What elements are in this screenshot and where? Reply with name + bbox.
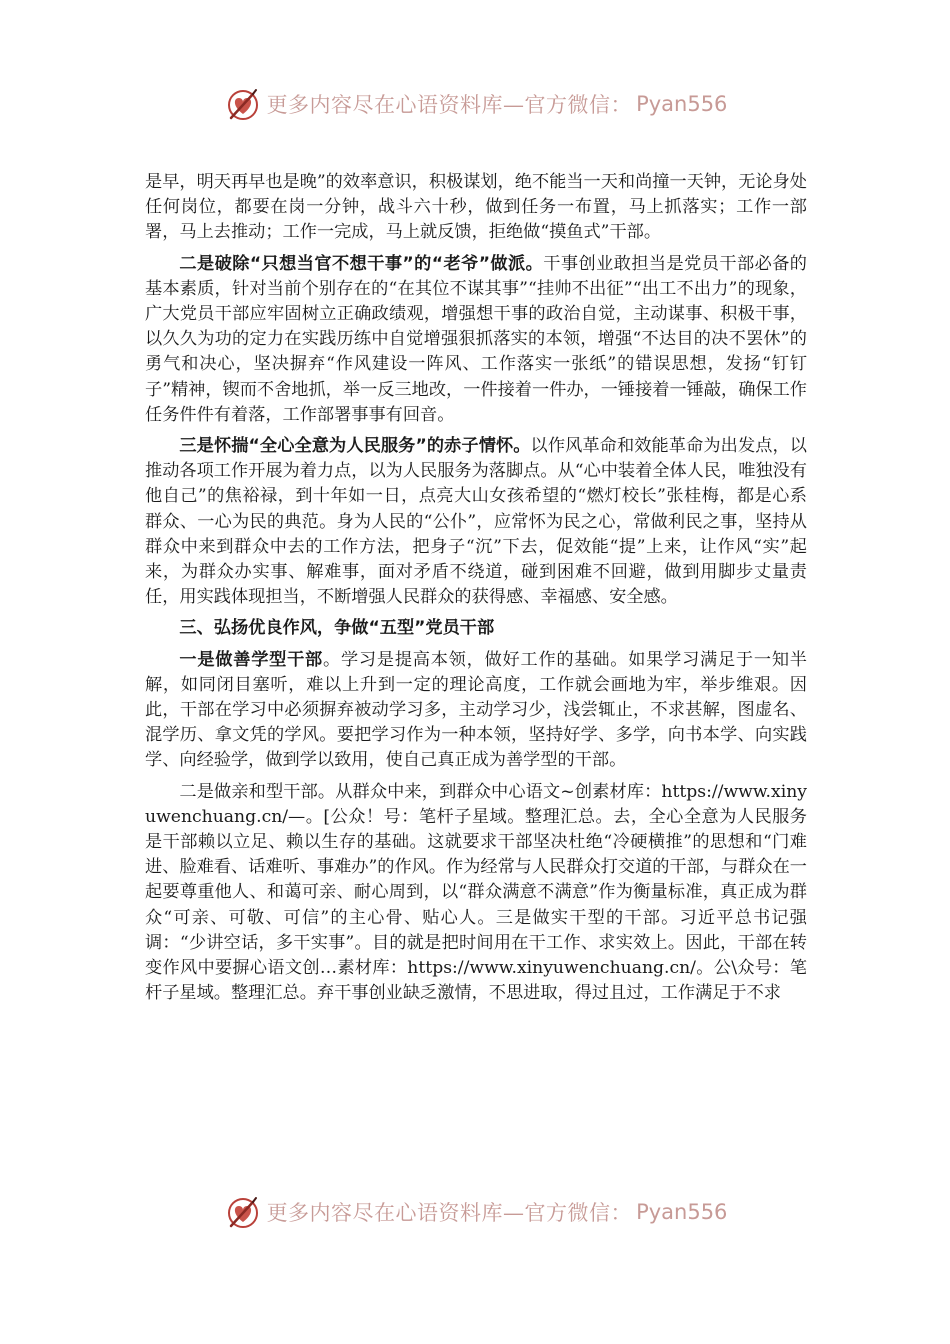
heart-logo-icon [223, 84, 263, 124]
watermark-handle: Pyan556 [636, 92, 728, 116]
watermark-text: 更多内容尽在心语资料库—官方微信： [266, 1201, 633, 1225]
paragraph-text: 干事创业敢担当是党员干部必备的基本素质，针对当前个别存在的“在其位不谋其事”“挂帅不出征”“出工不出力”的现象，广大党员干部应牢固树立正确政绩观，增强想干事的政治自觉，主动谋事、积极干事，以久久为功的定力在实践历练中自觉增强狠抓落实的本领，增强“不达目的决不罢休”的勇气和决心，坚决摒弃“作风建设一阵风、工作落实一张纸”的错误思想，发扬“钉钉子”精神，锲而不舍地抓，举一反三地改，一件接着一件办，一锤接着一锤敲，确保工作任务件件有着落，工作部署事事有回音。 [145, 253, 807, 425]
paragraph-text: 二是做亲和型干部。从群众中来，到群众中心语文~创素材库：https://www.xinyuwenchuang.cn/—。[公众！号：笔杆子星域。整理汇总。去，全心全意为人民服务是干部赖以立足、赖以生存的基础。这就要求干部坚决杜绝“冷硬横推”的思想和“门难进、脸难看、话难听、事难办”的作风。作为经常与人民群众打交道的干部，与群众在一起要尊重他人、和蔼可亲、耐心周到，以“群众满意不满意”作为衡量标准，真正成为群众“可亲、可敬、可信”的主心骨、贴心人。三是做实干型的干部。习近平总书记强调：“少讲空话，多干实事”。目的就是把时间用在干工作、求实效上。因此，干部在转变作风中要摒心语文创…素材库：https://www.xinyuwenchuang.cn/。公\众号：笔杆子星域。整理汇总。弃干事创业缺乏激情，不思进取，得过且过，工作满足于不求 [145, 781, 807, 1004]
paragraph [145, 434, 807, 610]
watermark-banner-top [0, 84, 950, 124]
paragraph-text: 以作风革命和效能革命为出发点，以推动各项工作开展为着力点，以为人民服务为落脚点。从“心中装着全体人民，唯独没有他自己”的焦裕禄，到十年如一日，点亮大山女孩希望的“燃灯校长”张桂梅，都是心系群众、一心为民的典范。身为人民的“公仆”，应常怀为民之心，常做利民之事，坚持从群众中来到群众中去的工作方法，把身子“沉”下去，促效能“提”上来，让作风“实”起来，为群众办实事、解难事，面对矛盾不绕道，碰到困难不回避，做到用脚步丈量责任，用实践体现担当，不断增强人民群众的获得感、幸福感、安全感。 [145, 436, 807, 608]
section-heading: 三、弘扬优良作风，争做“五型”党员干部 [179, 618, 495, 639]
watermark-banner-bottom [0, 1192, 950, 1232]
document-body [145, 170, 807, 1007]
paragraph [145, 648, 807, 774]
paragraph-lead: 二是破除“只想当官不想干事”的“老爷”做派。 [179, 253, 544, 274]
paragraph [145, 170, 807, 246]
paragraph-lead: 三是怀揣“全心全意为人民服务”的赤子情怀。 [179, 436, 531, 457]
watermark-text: 更多内容尽在心语资料库—官方微信： [266, 93, 633, 117]
paragraph [145, 780, 807, 1007]
paragraph-text: 是早，明天再早也是晚”的效率意识，积极谋划，绝不能当一天和尚撞一天钟，无论身处任何岗位，都要在岗一分钟，战斗六十秒，做到任务一布置，马上抓落实；工作一部署，马上去推动；工作一完成，马上就反馈，拒绝做“摸鱼式”干部。 [145, 172, 807, 243]
paragraph [145, 252, 807, 428]
paragraph-lead: 一是做善学型干部 [179, 649, 324, 670]
paragraph-text: 。学习是提高本领，做好工作的基础。如果学习满足于一知半解，如同闭目塞听，难以上升到一定的理论高度，工作就会画地为牢，举步维艰。因此，干部在学习中必须摒弃被动学习多，主动学习少，浅尝辄止，不求甚解，图虚名、混学历、拿文凭的学风。要把学习作为一种本领，坚持好学、多学，向书本学、向实践学、向经验学，做到学以致用，使自己真正成为善学型的干部。 [145, 649, 807, 771]
heart-logo-icon [223, 1192, 263, 1232]
watermark-handle: Pyan556 [636, 1200, 728, 1224]
